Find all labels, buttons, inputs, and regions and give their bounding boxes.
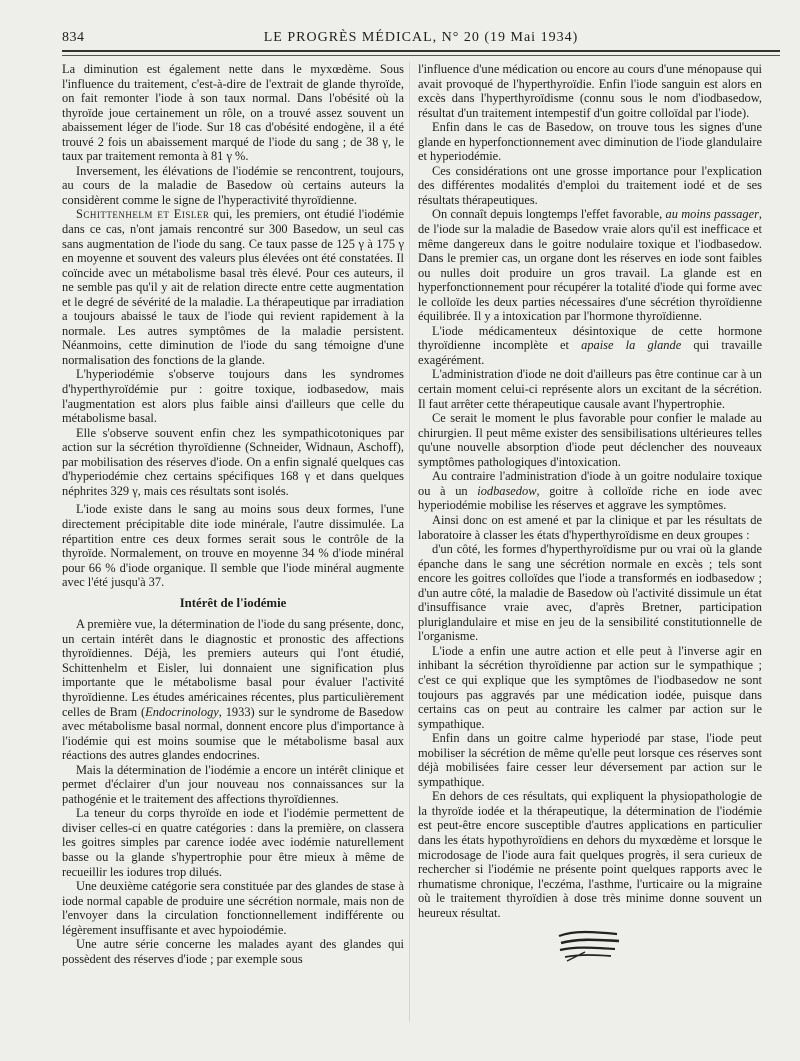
journal-title: Endocrinology [145, 704, 219, 719]
paragraph: Une autre série concerne les malades ayant des glandes qui possèdent des réserves d'iode ; par exemple sous [62, 937, 404, 966]
paragraph: Inversement, les élévations de l'iodémie se rencontrent, toujours, au cours de la maladie de Basedow où certains auteurs la considèrent comme le signe de l'hyperactivité thyroïdienne. [62, 163, 404, 207]
running-title: LE PROGRÈS MÉDICAL, N° 20 (19 Mai 1934) [263, 30, 579, 45]
paragraph: La diminution est également nette dans le myxœdème. Sous l'influence du traitement, c'est-à-dire de l'extrait de glande thyroïde, on fait remonter l'iode à son taux normal. Dans l'obésité où la thyroïde joue certainement un rôle, on a trouvé assez souvent un abaissement léger de l'iode. Sur 18 cas d'obésité endogène, il a été trouvé 2 fois un abaissement marqué de l'iode du sang ; de 38 γ, le taux par traitement remonta à 81 γ %. [62, 62, 404, 164]
column-divider [409, 62, 410, 1022]
paragraph: Enfin dans un goitre calme hyperiodé par stase, l'iode peut mobiliser la sécrétion de même qu'elle peut lorsque ces réserves sont déjà mobilisées faire cesser leur déversement par action sur le sympathique. [418, 731, 762, 789]
right-column [418, 62, 762, 920]
paragraph: A première vue, la détermination de l'iode du sang présente, donc, un certain intérêt dans le diagnostic et pronostic des affections thyroïdiennes. Déjà, les premiers auteurs qui l'ont étudié, Schittenhelm et Eisler, lui donnaient une signification plus importante que le métabolisme basal pour évaluer l'activité thyroïdienne. Les études américaines récentes, plus particulièrement celles de Bram (Endocrinology, 1933) sur le syndrome de Basedow avec métabolisme basal normal, donnent encore plus d'importance à l'iodémie qui est moins soumise que le métabolisme basal aux réactions des autres glandes endocrines. [62, 617, 404, 763]
emphasis: au moins passager [665, 207, 759, 222]
paragraph: Elle s'observe souvent enfin chez les sympathicotoniques par action sur la sécrétion thyroïdienne (Schneider, Widnaun, Aschoff), par mobilisation des réserves d'iode. On a enfin signalé quelques cas d'hyperiodémie chez certains spécifiques 168 γ et dans quelques néphrites 329 γ, mais ces résultats sont isolés. [62, 425, 404, 498]
header-rule-thin [62, 55, 780, 56]
paragraph: L'iode a enfin une autre action et elle peut à l'inverse agir en inhibant la sécrétion thyroïdienne par action sur le sympathique ; c'est ce qui explique que les symptômes de l'iodbasedow ne sont toujours pas aggravés par une médication iodée, puisque dans certains cas on peut au contraire les calmer par action sur le sympathique. [418, 643, 762, 731]
paragraph: L'administration d'iode ne doit d'ailleurs pas être continue car à un certain moment celui-ci représente alors un excitant de la sécrétion. Il faut arrêter cette thérapeutique causale avant l'hypertrophie. [418, 367, 762, 411]
paragraph: On connaît depuis longtemps l'effet favorable, au moins passager, de l'iode sur la maladie de Basedow vraie alors qu'il est inefficace et même dangereux dans le goitre nodulaire toxique et l'iodbasedow. Dans le premier cas, un organe dont les réserves en iode sont faibles ou nulles doit produire un gros travail. La glande est en hyperfonctionnement pour récupérer la totalité d'iode qui forme avec le colloïde les deux parties nécessaires d'une sécrétion thyroïdienne équilibrée. Il y a intoxication par l'hormone thyroïdienne. [418, 207, 762, 324]
paragraph: d'un côté, les formes d'hyperthyroïdisme pur ou vrai où la glande épanche dans le sang une sécrétion normale en excès ; tels sont encore les goitres colloïdes que l'iode a transformés en iodbasedow ; d'un autre côté, la maladie de Basedow où l'activité dissimule un état d'insuffisance vraie avec, d'après Bretner, participation pluriglandulaire et mise en jeu de la sensibilité constitutionnelle de l'organisme. [418, 542, 762, 644]
paragraph: L'hyperiodémie s'observe toujours dans les syndromes d'hyperthyroïdémie pur : goitre toxique, iodbasedow, mais l'augmentation est alors plus faible ainsi d'ailleurs que celle du métabolisme basal. [62, 367, 404, 426]
paragraph: En dehors de ces résultats, qui expliquent la physiopathologie de la thyroïde iodée et la thérapeutique, la détermination de l'iodémie est peut-être encore susceptible d'autres applications en particulier dans les états hypothyroïdiens en dehors du myxœdème et lorsque le microdosage de l'iode aura fait quelques progrès, il sera curieux de rechercher si l'iodémie ne présente point quelques rapports avec le rhumatisme chronique, l'eczéma, l'asthme, l'urticaire ou la migraine où le traitement thyroïdien à dose très minime donne souvent un heureux résultat. [418, 789, 762, 920]
paragraph: Ainsi donc on est amené et par la clinique et par les résultats de laboratoire à classer les états d'hyperthyroïdisme en deux groupes : [418, 512, 762, 542]
section-heading: Intérêt de l'iodémie [179, 595, 287, 610]
paragraph: l'influence d'une médication ou encore au cours d'une ménopause qui avait provoqué de l'hyperthyroïdie. Enfin l'iode sanguin est alors en excès dans l'hyperthyroïdisme (connu sous le nom d'iodbasedow, résultat d'un traitement intempestif d'un goitre colloïdal par l'iode). [418, 62, 762, 120]
emphasis: apaise la glande [581, 338, 682, 353]
author-names: Schittenhelm et Eisler [76, 207, 210, 222]
emphasis: iodbasedow [477, 483, 537, 498]
paragraph: La teneur du corps thyroïde en iode et l'iodémie permettent de diviser celles-ci en quatre catégories : dans la première, on classera les goitres simples par carence iodée avec iodémie naturellement basse ou la glande s'hypertrophie pour être mieux à même de recueillir les iodures trop dilués. [62, 806, 404, 879]
paragraph: Au contraire l'administration d'iode à un goitre nodulaire toxique ou à un iodbasedow, goitre à colloïde riche en iode avec hyperiodémie mobilise les réserves et aggrave les symptômes. [418, 469, 762, 513]
page-number: 834 [62, 30, 85, 45]
running-header [62, 28, 780, 50]
paragraph: Une deuxième catégorie sera constituée par des glandes de stase à iode normal capable de produire une sécrétion normale, mais non de l'envoyer dans la circulation fonctionnellement indifférente ou légèrement insuffisante et avec hypoiodémie. [62, 879, 404, 937]
header-rule [62, 50, 780, 52]
paragraph: Schittenhelm et Eisler qui, les premiers, ont étudié l'iodémie dans ce cas, n'ont jamais rencontré sur 300 Basedow, un seul cas sans augmentation de l'iode du sang. Ce taux passe de 125 γ à 175 γ en moyenne et souvent des valeurs plus élevées ont été constatées. Il coïncide avec un métabolisme basal très élevé. Pour ces auteurs, il ne semble pas qu'il y ait de relation directe entre cette augmentation et le degré de sévérité de la maladie. La thérapeutique par irradiation a toujours abaissé le taux de l'iode qui revient rapidement à la normale. Les autres symptômes de la maladie persistent. Néanmoins, cette diminution de l'iode du sang témoigne d'une normalisation des fonctions de la glande. [62, 207, 404, 367]
paragraph: L'iode existe dans le sang au moins sous deux formes, l'une directement précipitable dite iode minérale, l'autre dissimulée. La répartition entre ces deux formes serait sous le contrôle de la thyroïde. Normalement, on trouve en moyenne 34 % d'iode minéral pour 66 % d'iode organique. Il semble que l'iode minéral augmente avec l'été jusqu'à 37. [62, 502, 404, 590]
left-column [62, 62, 404, 966]
paragraph: Ces considérations ont une grosse importance pour l'explication des différentes modalités d'emploi du traitement iodé et de ses résultats thérapeutiques. [418, 163, 762, 207]
paragraph: Ce serait le moment le plus favorable pour confier le malade au chirurgien. Il peut même exister des sensibilisations ultérieures telles qu'une nouvelle absorption d'iode peut déclencher des nouveaux symptômes pathologiques d'intoxication. [418, 411, 762, 469]
paragraph: Mais la détermination de l'iodémie a encore un intérêt clinique et permet d'éclairer d'un jour nouveau nos connaissances sur la pathogénie et le traitement des affections thyroïdiennes. [62, 762, 404, 806]
end-ornament-icon [555, 928, 625, 964]
paragraph: L'iode médicamenteux désintoxique de cette hormone thyroïdienne incomplète et apaise la glande qui travaille exagérément. [418, 323, 762, 367]
paragraph: Enfin dans le cas de Basedow, on trouve tous les signes d'une glande en hyperfonctionnement avec diminution de l'iode glandulaire et hyperiodémie. [418, 120, 762, 164]
